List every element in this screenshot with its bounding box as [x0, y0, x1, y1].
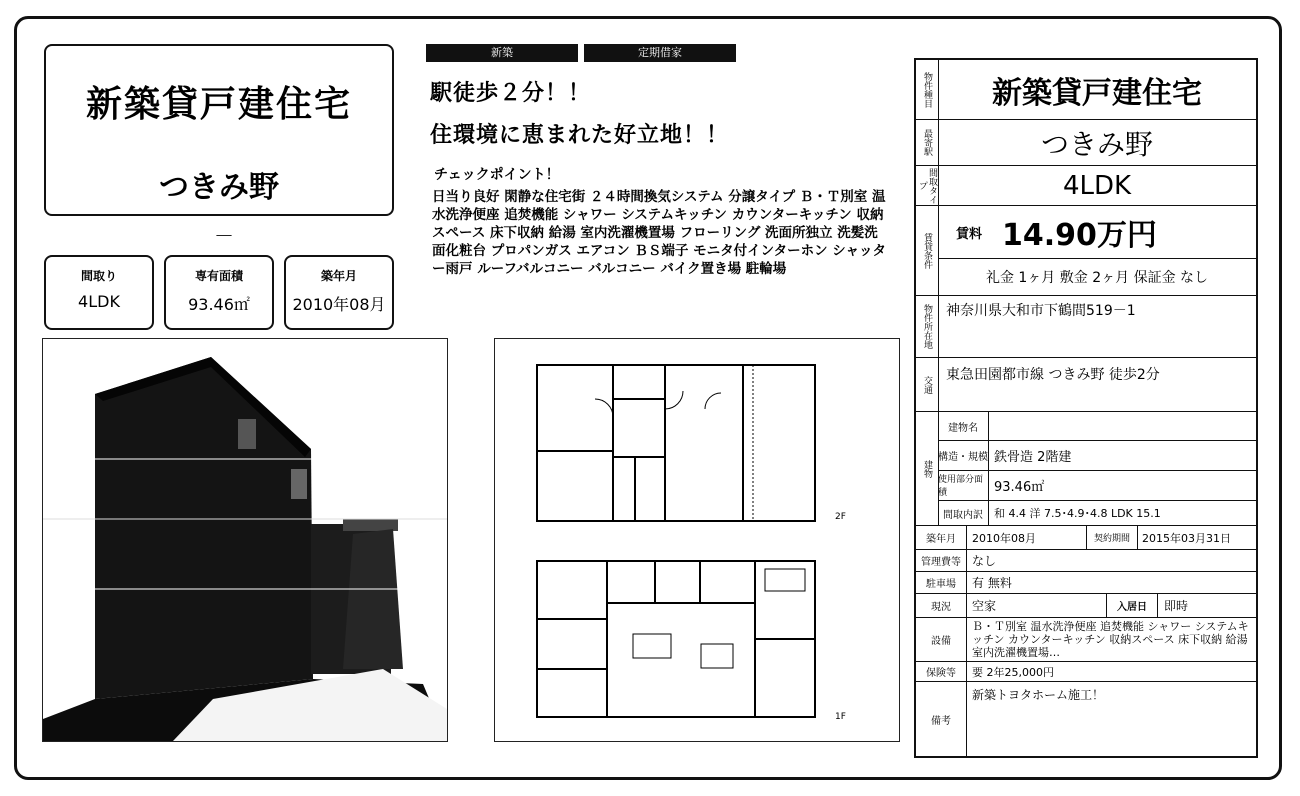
status-value: 空家	[972, 599, 997, 613]
house-photo	[42, 338, 448, 742]
rent-area	[938, 206, 1256, 259]
floor-plan-drawing	[495, 339, 899, 741]
mgmt-value: なし	[972, 554, 997, 568]
structure-label: 構造・規模	[938, 440, 989, 470]
floor-label-lower: 1F	[835, 712, 846, 722]
row-status	[916, 594, 1256, 618]
row-insurance	[916, 662, 1256, 682]
remarks-label: 備考	[916, 682, 967, 756]
tag-new: 新築	[426, 44, 578, 62]
label-station: 最寄駅	[916, 120, 939, 165]
label-layout: 間取タイプ	[917, 167, 937, 204]
info-built	[284, 255, 394, 330]
info-built-label: 築年月	[320, 269, 357, 283]
headline-2: 住環境に恵まれた好立地！！	[430, 123, 730, 148]
rooms-row	[938, 500, 1256, 526]
built-label: 築年月	[916, 526, 967, 549]
insurance-value: 要 2年25,000円	[972, 665, 1054, 679]
area-label: 使用部分面積	[938, 470, 989, 500]
contract-label: 契約期間	[1086, 526, 1138, 549]
parking-label: 駐車場	[916, 572, 967, 593]
floor-label-upper: 2F	[835, 512, 846, 522]
contract-value: 2015年03月31日	[1142, 531, 1231, 545]
title-line2: つきみ野	[159, 170, 279, 205]
value-address: 神奈川県大和市下鶴間519－1	[946, 303, 1136, 319]
structure-value: 鉄骨造 2階建	[994, 449, 1072, 465]
title-box	[44, 44, 394, 216]
insurance-label: 保険等	[916, 662, 967, 681]
rent-label: 賃料	[956, 226, 983, 242]
mgmt-label: 管理費等	[916, 550, 967, 571]
row-facilities	[916, 618, 1256, 662]
row-remarks	[916, 682, 1256, 756]
status-label: 現況	[916, 594, 967, 617]
value-station: つきみ野	[1040, 127, 1153, 161]
remarks-value: 新築トヨタホーム施工！	[972, 688, 1105, 702]
building-name-row	[938, 412, 1256, 441]
label-address: 物件所在地	[916, 296, 939, 357]
label-name: 物件種目	[916, 60, 939, 119]
row-terms	[916, 206, 1256, 296]
row-parking	[916, 572, 1256, 594]
rooms-label: 間取内訳	[938, 500, 989, 526]
row-mgmt	[916, 550, 1256, 572]
structure-row	[938, 440, 1256, 471]
move-value: 即時	[1164, 599, 1189, 613]
title-line1: 新築貸戸建住宅	[85, 84, 352, 125]
house-photo-image	[43, 339, 447, 741]
info-built-value: 2010年08月	[292, 295, 386, 314]
tag-fixed-term: 定期借家	[584, 44, 736, 62]
floor-plans	[494, 338, 900, 742]
row-station	[916, 120, 1256, 166]
row-layout	[916, 166, 1256, 206]
info-layout	[44, 255, 154, 330]
info-layout-label: 間取り	[80, 269, 117, 283]
info-area-label: 専有面積	[194, 269, 243, 283]
features-text: 日当り良好 閑静な住宅街 ２４時間換気システム 分譲タイプ Ｂ・Ｔ別室 温水洗浄便座 追焚機能 シャワー システムキッチン カウンターキッチン 収納スペース 床下収納 給湯 室内洗濯機置場 フローリング 洗面所独立 洗髪洗面化粧台 プロパンガス エアコン ＢＳ端子 モニタ付インターホン シャッター雨戸 ルーフバルコニー バルコニー バイク置き場 駐輪場	[432, 189, 887, 277]
info-area-value: 93.46㎡	[188, 295, 250, 314]
checkpoint-label: チェックポイント！	[434, 167, 560, 183]
value-transport: 東急田園都市線 つきみ野 徒歩2分	[946, 367, 1160, 383]
info-area	[164, 255, 274, 330]
headline-1: 駅徒歩２分！！	[430, 81, 592, 106]
parking-value: 有 無料	[972, 576, 1012, 590]
value-name: 新築貸戸建住宅	[992, 75, 1202, 111]
rooms-value: 和 4.4 洋 7.5･4.9･4.8 LDK 15.1	[994, 507, 1161, 520]
rent-value: 14.90万円	[1002, 218, 1157, 253]
label-transport: 交通	[916, 358, 939, 411]
dash: －	[214, 224, 234, 248]
area-row	[938, 470, 1256, 501]
move-label: 入居日	[1106, 594, 1158, 617]
facilities-label: 設備	[916, 618, 967, 661]
built-value: 2010年08月	[972, 531, 1036, 545]
value-layout: 4LDK	[1062, 170, 1132, 201]
deposits-value: 礼金 1ヶ月 敷金 2ヶ月 保証金 なし	[985, 269, 1209, 286]
row-address	[916, 296, 1256, 358]
facilities-value: Ｂ・Ｔ別室 温水洗浄便座 追焚機能 シャワー システムキッチン カウンターキッチン 収納スペース 床下収納 給湯 室内洗濯機置場…	[972, 620, 1249, 659]
building-name-label: 建物名	[938, 412, 989, 440]
area-value: 93.46㎡	[994, 479, 1045, 495]
row-built	[916, 526, 1256, 550]
row-name	[916, 60, 1256, 120]
label-building: 建物	[916, 412, 939, 525]
row-transport	[916, 358, 1256, 412]
row-building	[916, 412, 1256, 526]
label-terms: 賃貸条件	[916, 206, 939, 295]
info-layout-value: 4LDK	[78, 292, 120, 311]
property-table	[914, 58, 1258, 758]
